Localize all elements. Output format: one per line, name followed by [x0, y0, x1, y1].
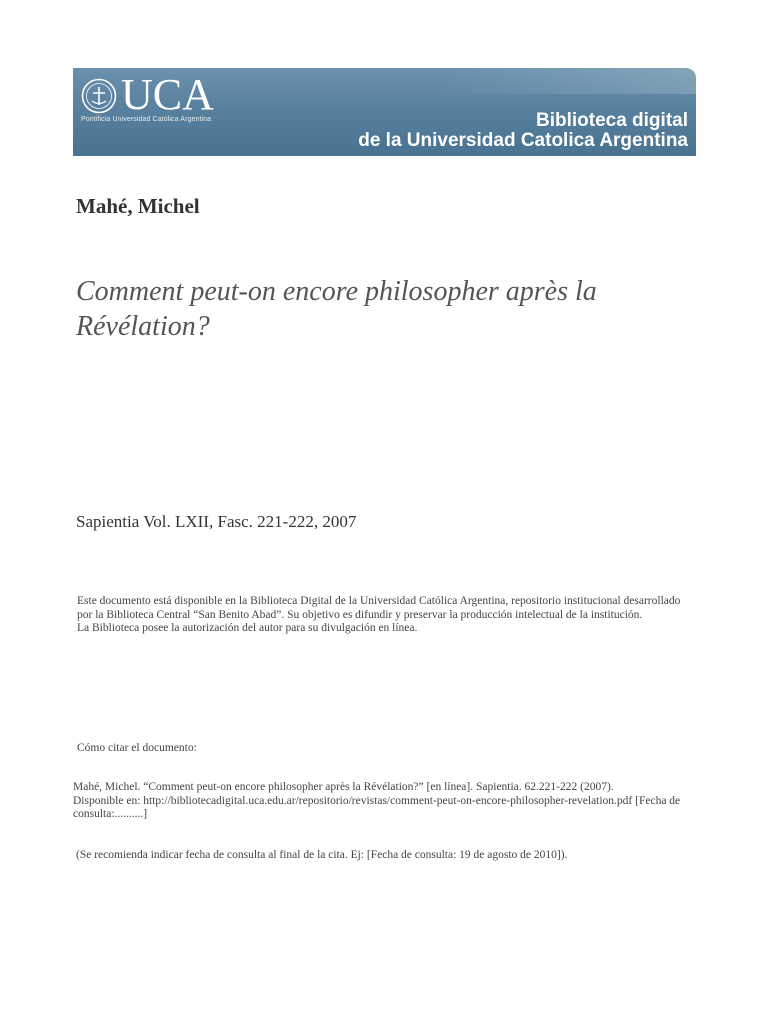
- citation-block: [73, 781, 698, 822]
- citation-recommendation: (Se recomienda indicar fecha de consulta al final de la cita. Ej: [Fecha de consulta: 19 de agosto de 2010]).: [76, 849, 568, 861]
- citation-label: Cómo citar el documento:: [77, 742, 197, 754]
- document-author: Mahé, Michel: [76, 194, 200, 218]
- citation-url[interactable]: Disponible en: http://bibliotecadigital.uca.edu.ar/repositorio/revistas/comment-peut-on-encore-philosopher-revelation.pdf [Fecha de consulta:..........]: [73, 794, 681, 820]
- banner-title-line2: de la Universidad Catolica Argentina: [358, 130, 688, 151]
- availability-text: Este documento está disponible en la Biblioteca Digital de la Universidad Católica Argentina, repositorio institucional desarrollado por la Biblioteca Central “San Benito Abad”. Su objetivo es difundir y preservar la producción intelectual de la institución.: [77, 595, 681, 621]
- uca-seal-icon: [81, 78, 117, 114]
- document-source: Sapientia Vol. LXII, Fasc. 221-222, 2007: [76, 512, 357, 531]
- uca-logo-subtitle: Pontificia Universidad Católica Argentina: [81, 116, 212, 123]
- banner-sheen: [436, 68, 696, 94]
- authorization-text: La Biblioteca posee la autorización del autor para su divulgación en línea.: [77, 622, 418, 634]
- banner-title-line1: Biblioteca digital: [535, 110, 688, 131]
- citation-reference: Mahé, Michel. “Comment peut-on encore philosopher après la Révélation?” [en línea]. Sapientia. 62.221-222 (2007).: [73, 781, 614, 793]
- library-header-banner: [73, 68, 696, 156]
- uca-logo-text: UCA: [121, 70, 214, 119]
- availability-notice: [77, 595, 697, 636]
- document-title: Comment peut-on encore philosopher après la Révélation?: [76, 276, 597, 342]
